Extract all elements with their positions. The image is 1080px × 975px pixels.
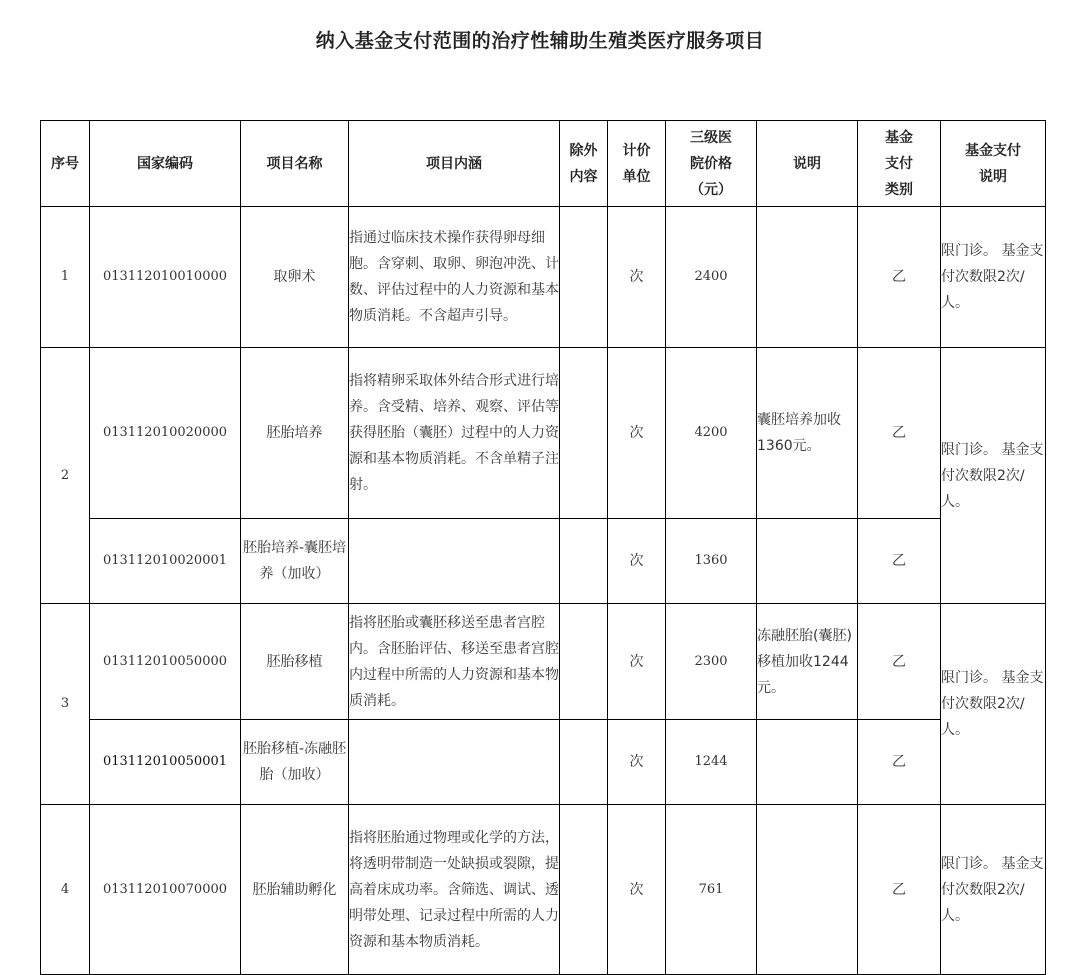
seq-cell: 4	[41, 805, 90, 975]
fund-category-cell: 乙	[858, 348, 941, 519]
name-cell: 取卵术	[241, 207, 349, 348]
description-cell	[757, 805, 858, 975]
exclusions-cell	[560, 519, 608, 604]
table-row	[41, 519, 1046, 604]
fund-note-cell: 限门诊。 基金支付次数限2次/人。	[941, 805, 1046, 975]
description-cell	[757, 519, 858, 604]
description-cell: 囊胚培养加收1360元。	[757, 348, 858, 519]
content-cell	[349, 720, 560, 805]
header-fund-category: 基金支付类别	[858, 121, 941, 207]
exclusions-cell	[560, 348, 608, 519]
seq-cell: 3	[41, 604, 90, 805]
header-code: 国家编码	[90, 121, 241, 207]
header-unit: 计价单位	[608, 121, 666, 207]
unit-cell: 次	[608, 604, 666, 720]
fund-category-cell: 乙	[858, 519, 941, 604]
content-cell	[349, 519, 560, 604]
fund-category-cell: 乙	[858, 207, 941, 348]
unit-cell: 次	[608, 207, 666, 348]
price-cell: 1360	[666, 519, 757, 604]
content-cell: 指将胚胎或囊胚移送至患者宫腔内。含胚胎评估、移送至患者宫腔内过程中所需的人力资源和基本物质消耗。	[349, 604, 560, 720]
name-cell: 胚胎移植	[241, 604, 349, 720]
header-name: 项目名称	[241, 121, 349, 207]
name-cell: 胚胎培养	[241, 348, 349, 519]
header-price: 三级医院价格（元）	[666, 121, 757, 207]
table-row	[41, 604, 1046, 720]
unit-cell: 次	[608, 720, 666, 805]
unit-cell: 次	[608, 805, 666, 975]
exclusions-cell	[560, 805, 608, 975]
price-cell: 761	[666, 805, 757, 975]
page-title: 纳入基金支付范围的治疗性辅助生殖类医疗服务项目	[315, 30, 765, 52]
exclusions-cell	[560, 604, 608, 720]
fund-category-cell: 乙	[858, 805, 941, 975]
fund-note-cell: 限门诊。 基金支付次数限2次/人。	[941, 207, 1046, 348]
price-cell: 2400	[666, 207, 757, 348]
header-exclusions: 除外内容	[560, 121, 608, 207]
seq-cell: 2	[41, 348, 90, 604]
table-row	[41, 805, 1046, 975]
exclusions-cell	[560, 720, 608, 805]
fund-note-cell: 限门诊。 基金支付次数限2次/人。	[941, 348, 1046, 604]
header-fund-note: 基金支付说明	[941, 121, 1046, 207]
code-cell: 013112010020001	[90, 519, 241, 604]
content-cell: 指将精卵采取体外结合形式进行培养。含受精、培养、观察、评估等获得胚胎（囊胚）过程中的人力资源和基本物质消耗。不含单精子注射。	[349, 348, 560, 519]
unit-cell: 次	[608, 348, 666, 519]
price-cell: 2300	[666, 604, 757, 720]
seq-cell: 1	[41, 207, 90, 348]
code-cell: 013112010050000	[90, 604, 241, 720]
name-cell: 胚胎移植-冻融胚胎（加收）	[241, 720, 349, 805]
exclusions-cell	[560, 207, 608, 348]
code-cell: 013112010010000	[90, 207, 241, 348]
price-cell: 4200	[666, 348, 757, 519]
table-row	[41, 720, 1046, 805]
code-cell: 013112010050001	[90, 720, 241, 805]
description-cell	[757, 207, 858, 348]
code-cell: 013112010070000	[90, 805, 241, 975]
content-cell: 指通过临床技术操作获得卵母细胞。含穿刺、取卵、卵泡冲洗、计数、评估过程中的人力资源和基本物质消耗。不含超声引导。	[349, 207, 560, 348]
header-content: 项目内涵	[349, 121, 560, 207]
table-row	[41, 348, 1046, 519]
price-cell: 1244	[666, 720, 757, 805]
header-description: 说明	[757, 121, 858, 207]
fund-category-cell: 乙	[858, 720, 941, 805]
content-cell: 指将胚胎通过物理或化学的方法，将透明带制造一处缺损或裂隙，提高着床成功率。含筛选、调试、透明带处理、记录过程中所需的人力资源和基本物质消耗。	[349, 805, 560, 975]
description-cell	[757, 720, 858, 805]
name-cell: 胚胎培养-囊胚培养（加收）	[241, 519, 349, 604]
unit-cell: 次	[608, 519, 666, 604]
description-cell: 冻融胚胎(囊胚)移植加收1244元。	[757, 604, 858, 720]
table-row	[41, 207, 1046, 348]
code-cell: 013112010020000	[90, 348, 241, 519]
fund-category-cell: 乙	[858, 604, 941, 720]
name-cell: 胚胎辅助孵化	[241, 805, 349, 975]
fund-note-cell: 限门诊。 基金支付次数限2次/人。	[941, 604, 1046, 805]
header-seq: 序号	[41, 121, 90, 207]
table-header-row	[41, 121, 1046, 207]
service-items-table	[40, 120, 1046, 975]
